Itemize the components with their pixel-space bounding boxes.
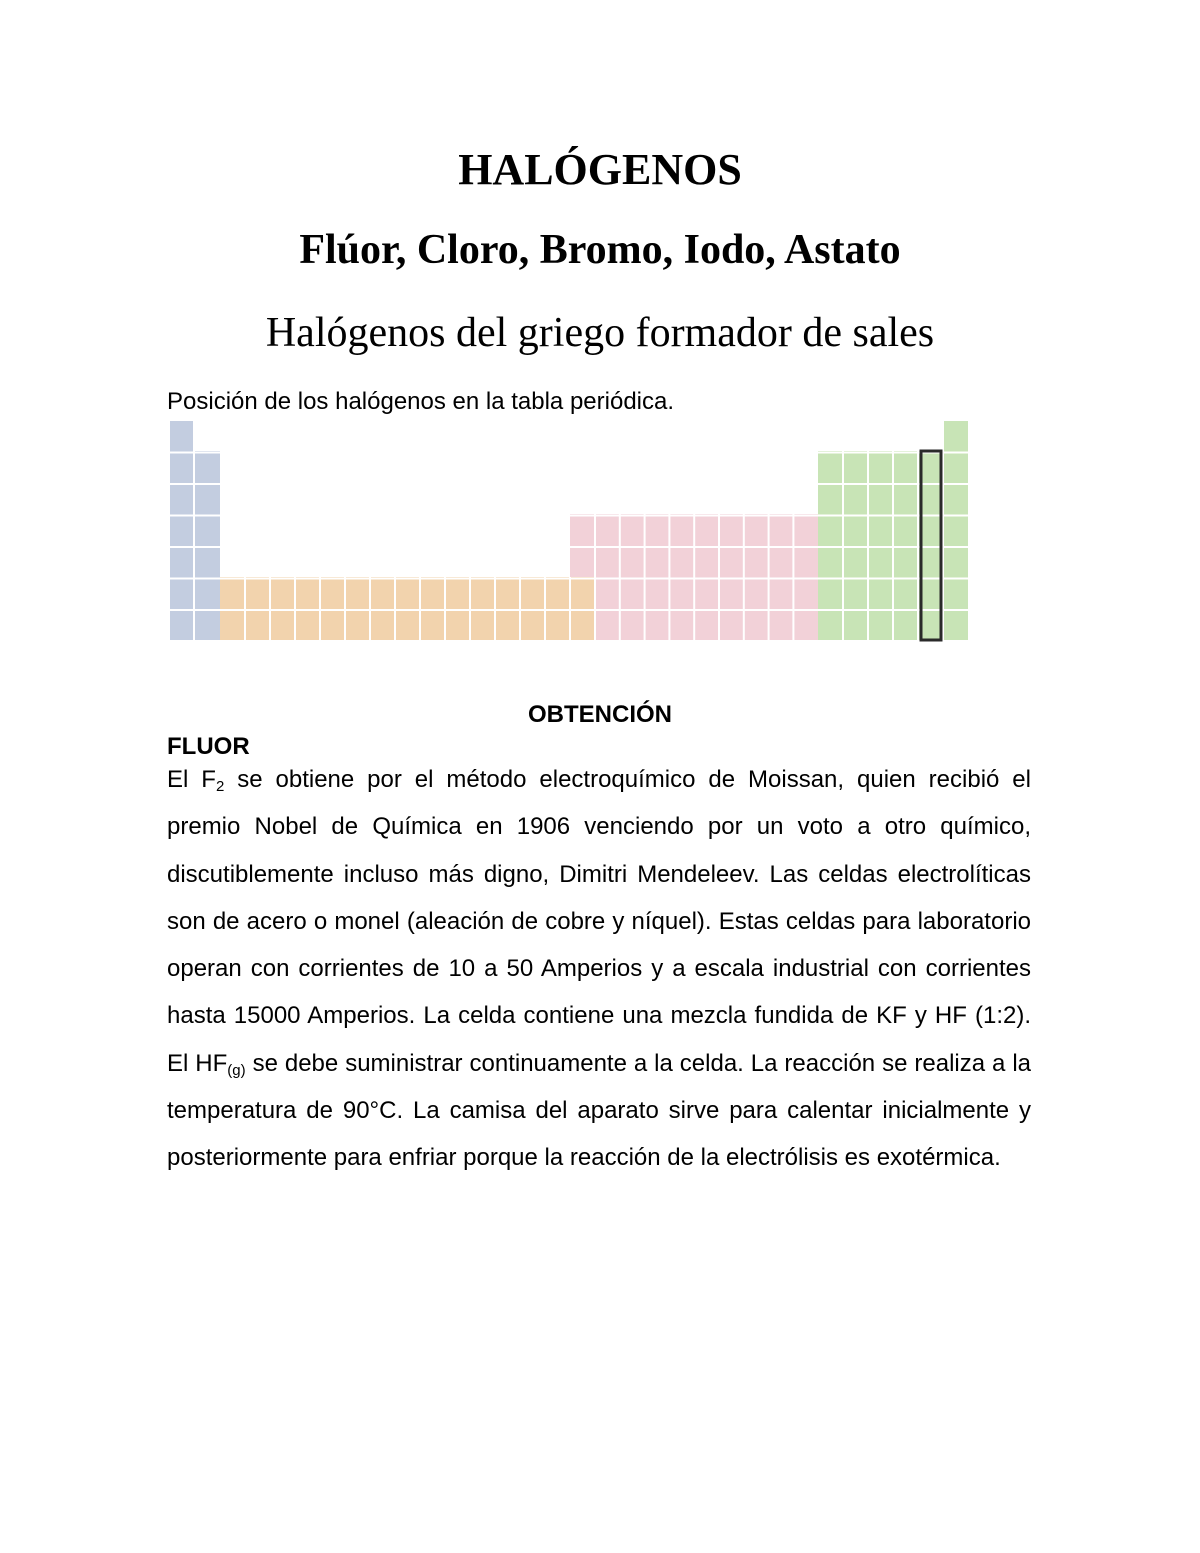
paragraph-text-3: se debe suministrar continuamente a la celda. La reacción se realiza a la temperatura de 90°C. La camisa del aparato sirve para calentar inicialmente y posteriormente para enfriar porque la reacción de la electrólisis es exotérmica.: [167, 1049, 1031, 1172]
document-title: HALÓGENOS: [458, 145, 742, 194]
s-block-col-1: [170, 421, 194, 640]
paragraph-text-1: El F: [167, 766, 216, 793]
p-block: [818, 451, 944, 640]
paragraph-text-2: se obtiene por el método electroquímico de Moissan, quien recibió el premio Nobel de Química en 1906 venciendo por un voto a otro químico, discutiblemente incluso más digno, Dimitri Mendeleev. Las celdas electrolíticas son de acero o monel (aleación de cobre y níquel). Estas celdas para laboratorio operan con corrientes de 10 a 50 Amperios y a escala industrial con corrientes hasta 15000 Amperios. La celda contiene una mezcla fundida de KF y HF (1:2). El HF: [167, 766, 1031, 1077]
f-block: [220, 577, 595, 640]
document-tagline: Halógenos del griego formador de sales: [265, 310, 935, 356]
paragraph-subscript-2: (g): [227, 1061, 246, 1079]
d-block-lower: [595, 577, 818, 640]
figure-caption: Posición de los halógenos en la tabla periódica.: [167, 388, 675, 415]
s-block-col-2: [194, 451, 220, 640]
p-block-last-col: [944, 421, 968, 640]
element-heading: FLUOR: [167, 733, 250, 760]
document-subtitle: Flúor, Cloro, Bromo, Iodo, Astato: [299, 227, 901, 273]
body-paragraph: [167, 756, 1031, 1182]
paragraph-subscript-1: 2: [215, 778, 225, 795]
periodic-table-figure: [170, 418, 970, 643]
section-heading: OBTENCIÓN: [528, 701, 672, 728]
